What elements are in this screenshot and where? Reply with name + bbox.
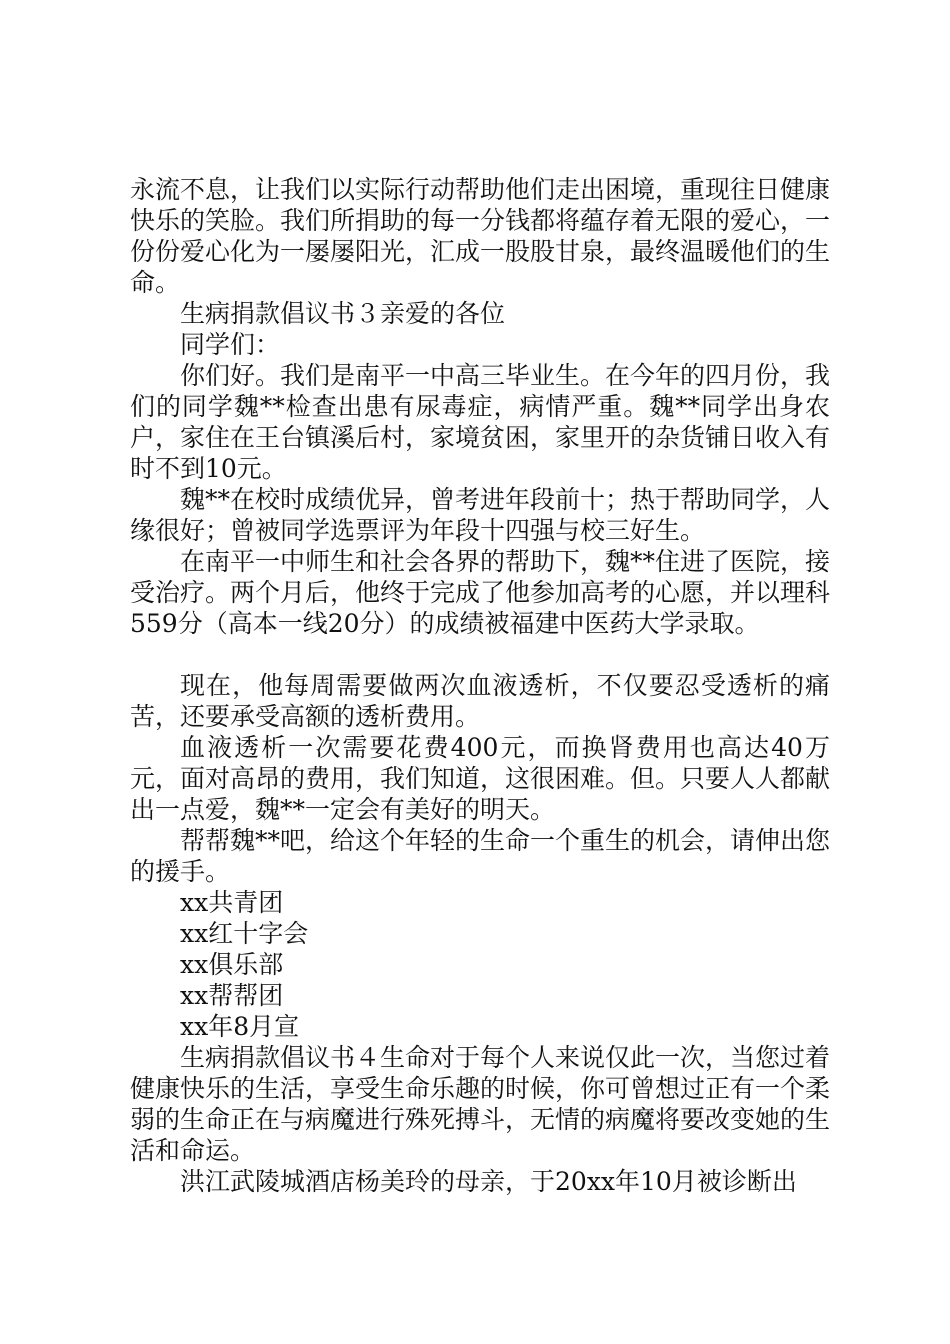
paragraph-6: 在南平一中师生和社会各界的帮助下，魏**住进了医院，接受治疗。两个月后，他终于完成了他参加高考的心愿，并以理科559分（高本一线20分）的成绩被福建中医药大学录取。 [130,547,831,638]
blank-line [130,639,830,670]
paragraph-1: 永流不息，让我们以实际行动帮助他们走出困境，重现往日健康快乐的笑脸。我们所捐助的每一分钱都将蕴存着无限的爱心，一份份爱心化为一屡屡阳光，汇成一股股甘泉，最终温暖他们的生命。 [130,175,831,297]
paragraph-3-salutation: 同学们： [180,330,281,359]
signature-date: xx年8月宣 [180,1012,300,1041]
signature-line-2: xx红十字会 [180,919,309,948]
paragraph-8: 血液透析一次需要花费400元，而换肾费用也高达40万元，面对高昂的费用，我们知道，这很困难。但。只要人人都献出一点爱，魏**一定会有美好的明天。 [130,733,831,824]
paragraph-4: 你们好。我们是南平一中高三毕业生。在今年的四月份，我们的同学魏**检查出患有尿毒症，病情严重。魏**同学出身农户，家住在王台镇溪后村，家境贫困，家里开的杂货铺日收入有时不到10元。 [130,361,831,483]
paragraph-10: 生病捐款倡议书４生命对于每个人来说仅此一次，当您过着健康快乐的生活，享受生命乐趣的时候，你可曾想过正有一个柔弱的生命正在与病魔进行殊死搏斗，无情的病魔将要改变她的生活和命运。 [130,1043,831,1165]
paragraph-11: 洪江武陵城酒店杨美玲的母亲，于20xx年10月被诊断出 [180,1167,797,1196]
paragraph-9: 帮帮魏**吧，给这个年轻的生命一个重生的机会，请伸出您的援手。 [130,826,831,886]
signature-line-3: xx俱乐部 [180,950,284,979]
paragraph-5: 魏**在校时成绩优异，曾考进年段前十；热于帮助同学，人缘很好；曾被同学选票评为年段十四强与校三好生。 [130,485,831,545]
signature-line-4: xx帮帮团 [180,981,284,1010]
signature-line-1: xx共青团 [180,888,284,917]
paragraph-2-heading: 生病捐款倡议书３亲爱的各位 [180,299,506,328]
paragraph-7: 现在，他每周需要做两次血液透析，不仅要忍受透析的痛苦，还要承受高额的透析费用。 [130,671,830,731]
document-body [130,174,830,1197]
